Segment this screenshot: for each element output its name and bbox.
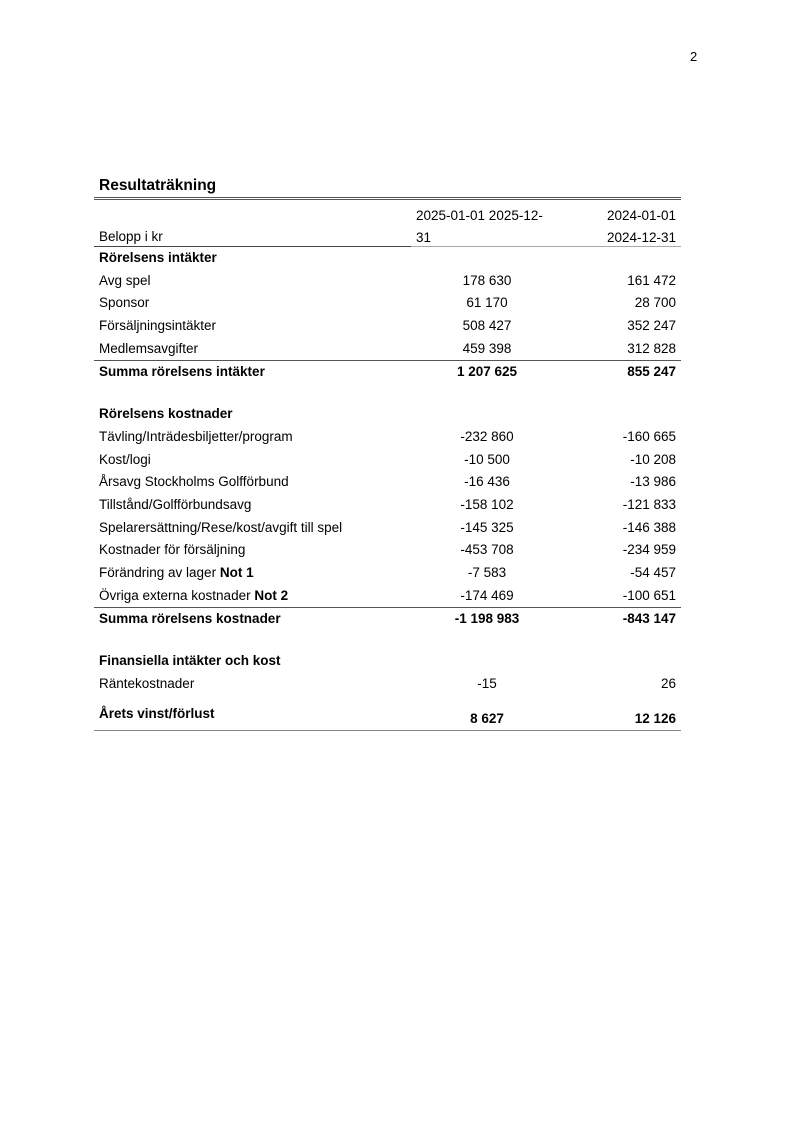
table-row: Försäljningsintäkter 508 427 352 247	[99, 318, 676, 334]
section-heading-costs: Rörelsens kostnader	[99, 406, 233, 422]
table-row: Spelarersättning/Rese/kost/avgift till spel -145 325 -146 388	[99, 519, 676, 535]
page-number: 2	[690, 49, 698, 64]
table-row: Förändring av lager Not 1 -7 583 -54 457	[99, 564, 676, 580]
note-reference: Not 2	[254, 587, 289, 603]
table-row: Tillstånd/Golfförbundsavg -158 102 -121 833	[99, 496, 676, 512]
table-row: Medlemsavgifter 459 398 312 828	[99, 340, 676, 356]
note-reference: Not 1	[219, 564, 254, 580]
table-row: Årsavg Stockholms Golfförbund -16 436 -13 986	[99, 474, 676, 490]
table-row: Kost/logi -10 500 -10 208	[99, 451, 676, 467]
column-header-2025: 2025-01-01 2025-12- 31	[416, 208, 543, 245]
table-row: Räntekostnader -15 26	[99, 675, 676, 691]
column-header-row	[94, 200, 681, 246]
table-row: Sponsor 61 170 28 700	[99, 295, 676, 311]
costs-total-row: Summa rörelsens kostnader -1 198 983 -843 147	[99, 611, 676, 627]
table-row: Avg spel 178 630 161 472	[99, 272, 676, 288]
table-row: Tävling/Inträdesbiljetter/program -232 860 -160 665	[99, 428, 676, 444]
report-title: Resultaträkning	[99, 177, 217, 194]
section-heading-financial: Finansiella intäkter och kost	[99, 653, 281, 668]
revenue-total-row: Summa rörelsens intäkter 1 207 625 855 247	[99, 364, 676, 380]
table-row: Kostnader för försäljning -453 708 -234 959	[99, 542, 676, 558]
table-row: Övriga externa kostnader Not 2 -174 469 -100 651	[99, 587, 676, 603]
income-statement	[94, 176, 681, 731]
net-result-row: Årets vinst/förlust 8 627 12 126	[99, 706, 676, 727]
amount-unit-label: Belopp i kr	[99, 229, 163, 244]
section-heading-revenue: Rörelsens intäkter	[99, 250, 217, 265]
column-header-2024: 2024-01-01 2024-12-31	[606, 208, 676, 245]
